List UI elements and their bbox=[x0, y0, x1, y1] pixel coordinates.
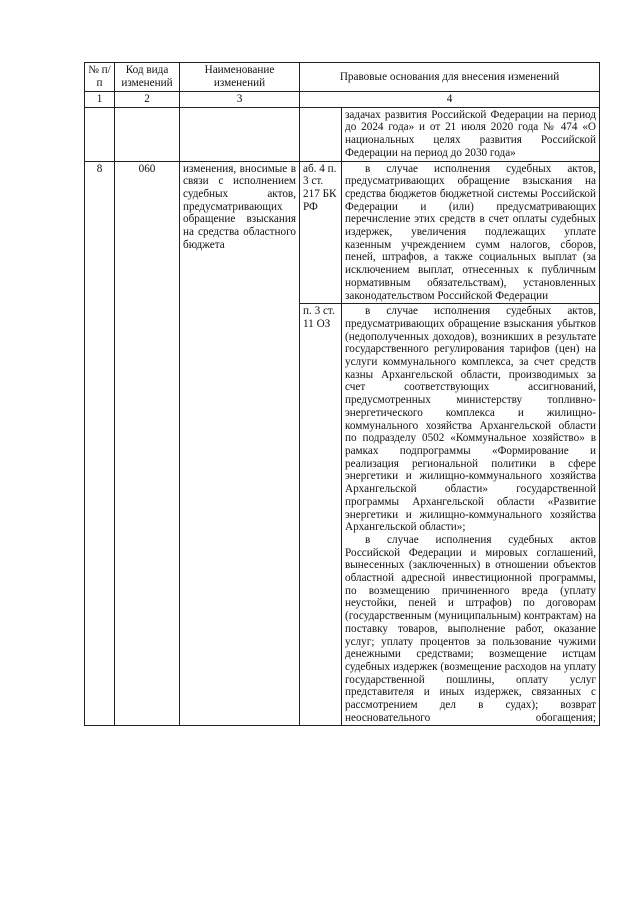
header-basis: Правовые основания для внесения изменений bbox=[300, 63, 600, 92]
basis-text-2-paragraph-2: в случае исполнения судебных актов Российской Федерации и мировых соглашений, вынесенных (заключенных) в отношении объектов областной адресной инвестиционной программы, по возмещению причиненного вреда (уплату неустойки, пеней и штрафов) по договорам (государственным (муниципальным) контрактам) на поставку товаров, выполнение работ, оказание услуг; уплату процентов за пользование чужими денежными средствами; возмещение истцам судебных издержек (возмещение расходов на уплату государственной пошлины, оплату услуг представителя и иных издержек, связанных с рассмотрением дел в судах); возврат неосновательного обогащения; bbox=[345, 533, 597, 724]
cont-empty-1 bbox=[85, 107, 115, 161]
changes-table bbox=[84, 62, 600, 726]
index-4: 4 bbox=[300, 92, 600, 108]
basis-text-2 bbox=[342, 304, 600, 726]
header-code: Код вида изменений bbox=[115, 63, 180, 92]
change-name: изменения, вносимые в связи с исполнением судебных актов, предусматривающих обращение взыскания на средства областного бюджета bbox=[180, 161, 300, 726]
header-num: № п/п bbox=[85, 63, 115, 92]
index-1: 1 bbox=[85, 92, 115, 108]
index-3: 3 bbox=[180, 92, 300, 108]
index-2: 2 bbox=[115, 92, 180, 108]
row-number: 8 bbox=[85, 161, 115, 726]
table-row bbox=[85, 161, 600, 304]
header-row bbox=[85, 63, 600, 92]
basis-ref-1: аб. 4 п. 3 ст. 217 БК РФ bbox=[300, 161, 342, 304]
basis-text-2-paragraph-1: в случае исполнения судебных актов, предусматривающих обращение взыскания убытков (недополученных доходов), возникших в результате государственного регулирования тарифов (цен) на услуги коммунального комплекса, за счет средств казны Архангельской области, производимых за счет соответствующих ассигнований, предусмотренных министерству топливно-энергетического комплекса и жилищно-коммунального хозяйства Архангельской области по подразделу 0502 «Коммунальное хозяйство» в рамках подпрограммы «Формирование и реализация региональной политики в сфере энергетики и жилищно-коммунального хозяйства Архангельской области» государственной программы Архангельской области «Развитие энергетики и жилищно-коммунального хозяйства Архангельской области»; bbox=[345, 305, 597, 534]
cont-empty-2 bbox=[115, 107, 180, 161]
basis-text-1: в случае исполнения судебных актов, предусматривающих обращение взыскания на средства бюджетов бюджетной системы Российской Федерации и (или) предусматривающих перечисление этих средств в счет оплаты судебных издержек, увеличения подлежащих уплате казенным учреждением сумм налогов, сборов, пеней, штрафов, а также социальных выплат (за исключением выплат, отнесенных к публичным нормативным обязательствам), установленных законодательством Российской Федерации bbox=[342, 161, 600, 304]
header-index-row bbox=[85, 92, 600, 108]
cont-empty-3 bbox=[180, 107, 300, 161]
continuation-row bbox=[85, 107, 600, 161]
change-code: 060 bbox=[115, 161, 180, 726]
continuation-text: задачах развития Российской Федерации на период до 2024 года» и от 21 июля 2020 года № 474 «О национальных целях развития Российской Федерации на период до 2030 года» bbox=[342, 107, 600, 161]
cont-empty-4 bbox=[300, 107, 342, 161]
header-name: Наименование изменений bbox=[180, 63, 300, 92]
basis-ref-2: п. 3 ст. 11 ОЗ bbox=[300, 304, 342, 726]
